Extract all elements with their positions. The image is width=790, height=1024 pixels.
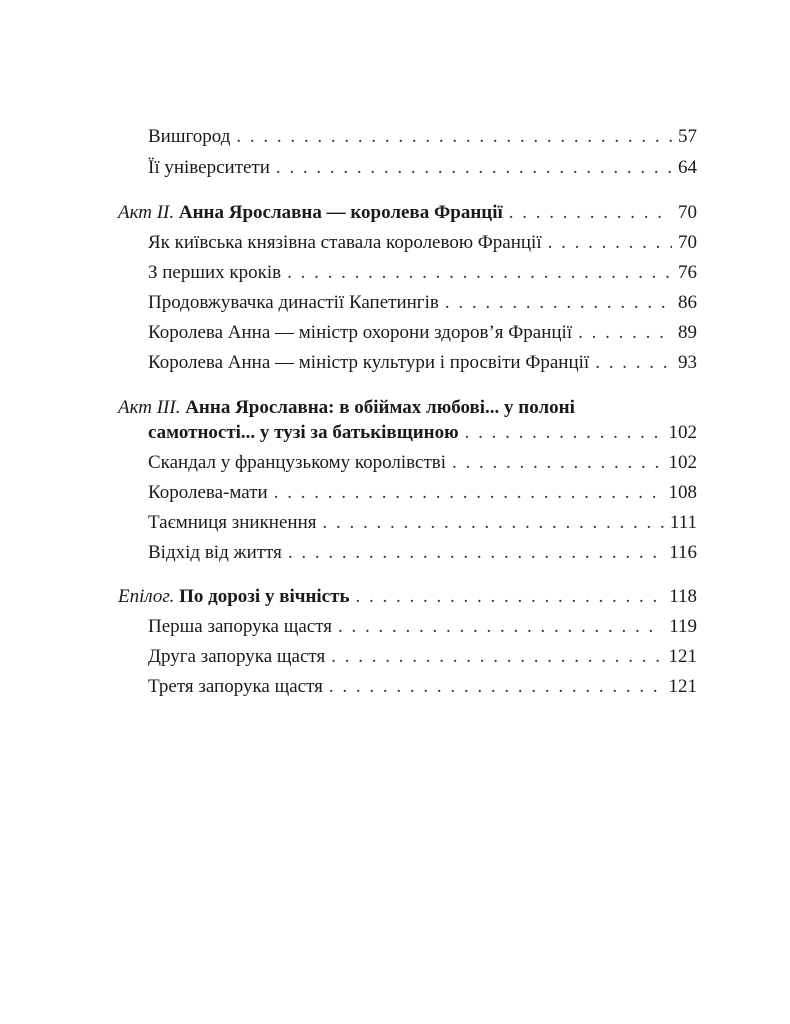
- toc-entry[interactable]: [148, 646, 697, 668]
- toc-entry[interactable]: [148, 512, 697, 534]
- dot-leader: [331, 646, 662, 668]
- toc-entry-page: 93: [678, 352, 697, 373]
- dot-leader: [548, 232, 672, 254]
- toc-entry-universities[interactable]: [148, 157, 697, 179]
- toc-section-epilogue[interactable]: [118, 586, 697, 608]
- toc-entry-title: Королева Анна — міністр охорони здоров’я Франції: [148, 322, 573, 343]
- section-title-line1: Анна Ярославна: в обіймах любові... у полоні: [185, 397, 575, 418]
- toc-entry-page: 86: [678, 292, 697, 313]
- dot-leader: [452, 452, 662, 474]
- toc-entry[interactable]: [148, 262, 697, 284]
- section-prefix: Епілог.: [118, 586, 175, 607]
- dot-leader: [578, 322, 672, 344]
- toc-entry-page: 108: [668, 482, 697, 503]
- toc-entry-vyshhorod[interactable]: [148, 126, 697, 148]
- dot-leader: [356, 586, 664, 608]
- toc-entry-page: 102: [668, 452, 697, 473]
- toc-entry-title: Перша запорука щастя: [148, 616, 332, 637]
- toc-entry-title: Королева-мати: [148, 482, 268, 503]
- toc-section-heading: [118, 586, 350, 608]
- toc-entry-title: Вишгород: [148, 126, 231, 147]
- dot-leader: [274, 482, 663, 504]
- toc-entry[interactable]: [148, 352, 697, 374]
- section-title: Анна Ярославна — королева Франції: [178, 202, 503, 223]
- toc-entry-page: 116: [669, 542, 697, 563]
- dot-leader: [288, 542, 663, 564]
- toc-entry-page: 102: [668, 422, 697, 443]
- toc-entry-title: З перших кроків: [148, 262, 282, 283]
- toc-entry-page: 64: [678, 157, 697, 178]
- toc-entry-title: Продовжувачка династії Капетингів: [148, 292, 439, 313]
- toc-entry[interactable]: [148, 616, 697, 638]
- section-prefix: Акт ІІ.: [118, 202, 175, 223]
- toc-entry[interactable]: [148, 322, 697, 344]
- section-title: По дорозі у вічність: [179, 586, 350, 607]
- toc-entry-title: Королева Анна — міністр культури і просвіти Франції: [148, 352, 590, 373]
- toc-entry[interactable]: [148, 232, 697, 254]
- toc-entry-title: Її університети: [148, 157, 270, 178]
- toc-entry-title: Друга запорука щастя: [148, 646, 326, 667]
- toc-section-act3[interactable]: [148, 422, 697, 444]
- toc-entry-page: 111: [669, 512, 697, 533]
- dot-leader: [287, 262, 672, 284]
- dot-leader: [276, 157, 672, 179]
- toc-entry-page: 70: [678, 232, 697, 253]
- toc-section-act2[interactable]: [118, 202, 697, 224]
- dot-leader: [236, 126, 672, 148]
- toc-entry[interactable]: [148, 292, 697, 314]
- toc-entry[interactable]: [148, 676, 697, 698]
- toc-entry-title: Таємниця зникнення: [148, 512, 317, 533]
- toc-entry[interactable]: [148, 542, 697, 564]
- dot-leader: [323, 512, 664, 534]
- toc-section-heading: [118, 202, 503, 224]
- dot-leader: [595, 352, 672, 374]
- section-title-line2: самотності... у тузі за батьківщиною: [148, 422, 459, 443]
- toc-entry[interactable]: [148, 452, 697, 474]
- toc-entry-page: 76: [678, 262, 697, 283]
- toc-entry-page: 119: [669, 616, 697, 637]
- toc-entry-page: 121: [668, 676, 697, 697]
- toc-entry-title: Третя запорука щастя: [148, 676, 323, 697]
- dot-leader: [509, 202, 672, 224]
- toc-entry-page: 70: [678, 202, 697, 223]
- toc-entry-title: Як київська князівна ставала королевою Франції: [148, 232, 542, 253]
- dot-leader: [445, 292, 672, 314]
- dot-leader: [338, 616, 663, 638]
- dot-leader: [465, 422, 663, 444]
- toc-entry-title: Відхід від життя: [148, 542, 282, 563]
- dot-leader: [329, 676, 663, 698]
- toc-entry-page: 89: [678, 322, 697, 343]
- toc-entry-page: 121: [668, 646, 697, 667]
- toc-entry-page: 57: [678, 126, 697, 147]
- toc-section-act3-heading[interactable]: [118, 397, 575, 419]
- section-prefix: Акт ІІІ.: [118, 397, 181, 418]
- toc-entry-page: 118: [669, 586, 697, 607]
- toc-entry-title: Скандал у французькому королівстві: [148, 452, 447, 473]
- toc-entry[interactable]: [148, 482, 697, 504]
